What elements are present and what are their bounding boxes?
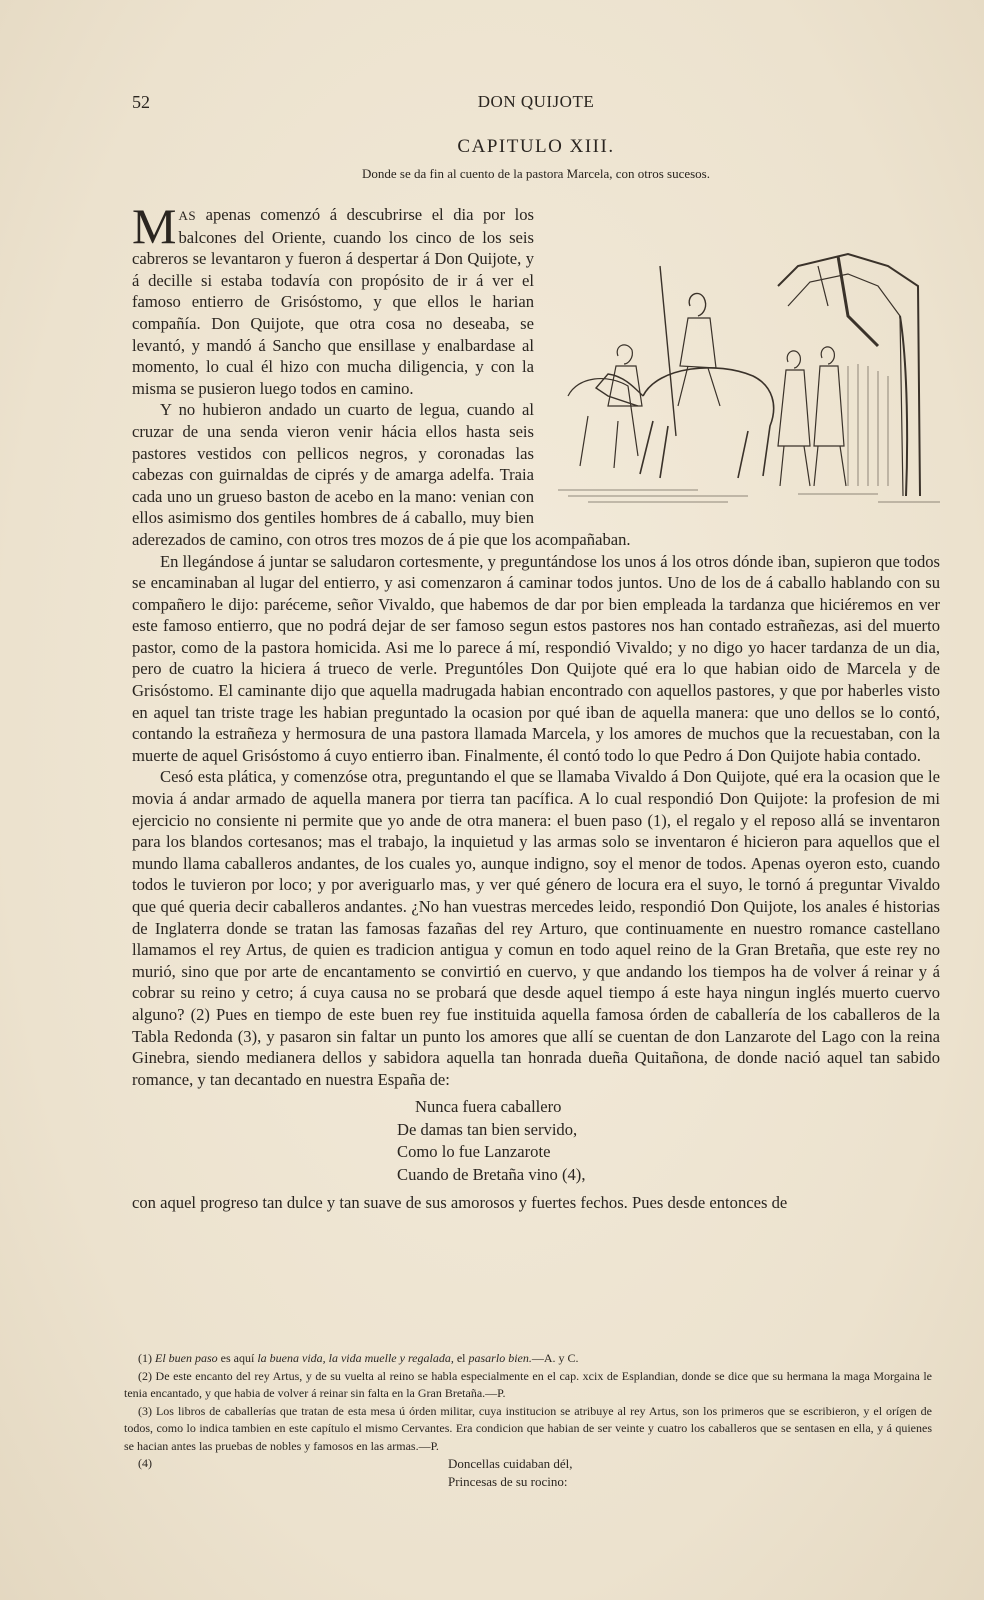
footnote-4: [124, 1455, 932, 1491]
footnote-4-line-1: Doncellas cuidaban dél,: [448, 1456, 573, 1471]
footnote-1-attrib: —A. y C.: [531, 1351, 579, 1365]
verse-line: Nunca fuera caballero: [415, 1097, 562, 1117]
chapter-body: [132, 198, 940, 1214]
verse-line: Cuando de Bretaña vino (4),: [397, 1164, 586, 1184]
paragraph-1-text: apenas comenzó á descubrirse el dia por los balcones del Oriente, cuando los cinco de los seis cabreros se levantaron y fueron á despertar á Don Quijote, y á decille si estaba todavía con propósito de ir á ver el famoso entierro de Grisóstomo, y que ellos le harian compañía. Don Quijote, que otra cosa no deseaba, se levantó, y mandó á Sancho que ensillase y enalbardase al momento, lo cual él hizo con mucha diligencia, y con la misma se pusieron luego todos en camino.: [132, 205, 534, 398]
chapter-title: CAPITULO XIII.: [457, 136, 615, 157]
footnote-1-mark: (1): [138, 1351, 152, 1365]
paragraph-5: con aquel progreso tan dulce y tan suave de sus amorosos y fuertes fechos. Pues desde entonces de: [132, 1193, 788, 1213]
verse-line: Como lo fue Lanzarote: [397, 1142, 551, 1162]
footnote-4-mark: (4): [138, 1456, 152, 1470]
dropcap-smallcaps: AS: [178, 208, 197, 223]
footnote-1-text: es aquí: [217, 1351, 258, 1365]
footnote-1-emph2: la buena vida, la vida muelle y regalada,: [257, 1351, 454, 1365]
paragraph-3: En llegándose á juntar se saludaron cortesmente, y preguntándose los unos á los otros dónde iban, supieron que todos se encaminaban al lugar del entierro, y asi comenzaron á caminar todos juntos. Uno de los de á caballo hablando con su compañero le dijo: paréceme, señor Vivaldo, que habemos de dar por bien empleada la tardanza que hiciéremos en ver este famoso entierro, que no podrá dejar de ser famoso segun estos pastores nos han contado estrañezas, asi del muerto pastor, como de la pastora homicida. Asi me lo parece á mí, respondió Vivaldo; y no digo yo hacer tardanza de un dia, pero de cuatro la hiciera á trueco de verle. Preguntóles Don Quijote qué era lo que habian oido de Marcela y de Grisóstomo. El caminante dijo que aquella madrugada habian encontrado con aquellos pastores, y que por haberles visto en aquel tan triste trage les habian preguntado la ocasion por qué iban de aquella manera: que uno dellos se lo contó, contando la estrañeza y hermosura de una pastora llamada Marcela, y los amores de muchos que la recuestaban, con la muerte de aquel Grisóstomo á cuyo entierro iban. Finalmente, él contó todo lo que Pedro á Don Quijote habia contado.: [132, 551, 940, 765]
drop-cap: M: [132, 198, 177, 254]
footnote-1-emph3: pasarlo bien.: [468, 1351, 532, 1365]
page-number: 52: [132, 92, 150, 112]
footnote-1: [124, 1350, 932, 1368]
footnote-1-emph: El buen paso: [155, 1351, 218, 1365]
chapter-subtitle: Donde se da fin al cuento de la pastora Marcela, con otros sucesos.: [362, 166, 710, 181]
paragraph-1: [132, 198, 940, 399]
footnote-4-line-2: Princesas de su rocino:: [448, 1474, 568, 1489]
footnote-1-text2: el: [453, 1351, 469, 1365]
verse-block: [132, 1096, 940, 1186]
running-title: DON QUIJOTE: [477, 92, 595, 111]
engraving-illustration: [548, 246, 940, 518]
page-header: [132, 92, 940, 118]
verse-line: De damas tan bien servido,: [397, 1119, 578, 1139]
footnote-3: (3) Los libros de caballerías que tratan de esta mesa ú órden militar, cuya institucion se atribuye al rey Artus, son los primeros que se escribieron, y el orígen de todos, como lo indica tambien en este capítulo el mismo Cervantes. Era condicion que habian de ser veinte y cuatro los caballeros que se sentasen en ella, y á quienes se hacian antes las pruebas de nobles y famosos en las armas.—P.: [124, 1403, 932, 1453]
paragraph-4: Cesó esta plática, y comenzóse otra, preguntando el que se llamaba Vivaldo á Don Quijote, qué era la ocasion que le movia á andar armado de aquella manera por tierra tan pacífica. A lo cual respondió Don Quijote: la profesion de mi ejercicio no consiente ni permite que yo ande de otra manera: el buen paso (1), el regalo y el reposo allá se inventaron para los blandos cortesanos; mas el trabajo, la inquietud y las armas solo se inventaron é hicieron para aquellos que el mundo llama caballeros andantes, de los cuales yo, aunque indigno, soy el menor de todos. Apenas oyeron esto, cuando todos le tuvieron por loco; y por averiguarlo mas, y ver qué género de locura era el suyo, le tornó á preguntar Vivaldo que qué queria decir caballeros andantes. ¿No han vuestras mercedes leido, respondió Don Quijote, los anales é historias de Inglaterra donde se tratan las famosas fazañas del rey Arturo, que continuamente en nuestro romance castellano llamamos el rey Artus, de quien es tradicion antigua y comun en todo aquel reino de la Gran Bretaña, que este rey no murió, sino que por arte de encantamento se convirtió en cuervo, y que andando los tiempos ha de volver á reinar y á cobrar su reino y cetro; á cuya causa no se probará que desde aquel tiempo á este haya ningun inglés muerto cuervo alguno? (2) Pues en tiempo de este buen rey fue instituida aquella famosa órden de caballería de los caballeros de la Tabla Redonda (3), y pasaron sin faltar un punto los amores que allí se cuentan de don Lanzarote del Lago con la reina Ginebra, siendo medianera dellos y sabidora aquella tan honrada dueña Quitañona, de donde nació aquel tan sabido romance, y tan decantado en nuestra España de:: [132, 767, 940, 1089]
footnote-2: (2) De este encanto del rey Artus, y de su vuelta al reino se habla especialmente en el cap. xcix de Esplandian, donde se dice que su hermana la maga Morgaina le tenia encantado, y que habia de volver á reinar sin falta en la Gran Bretaña.—P.: [124, 1368, 932, 1400]
paragraph-2: Y no hubieron andado un cuarto de legua, cuando al cruzar de una senda vieron venir hácia ellos hasta seis pastores vestidos con pellicos negros, y coronadas las cabezas con guirnaldas de ciprés y de amarga adelfa. Traia cada uno un grueso baston de acebo en la mano: venian con ellos asimismo dos gentiles hombres de á caballo, muy bien aderezados de camino, con otros tres mozos de á pie que los acompañaban.: [132, 400, 631, 549]
footnotes: [124, 1350, 932, 1491]
